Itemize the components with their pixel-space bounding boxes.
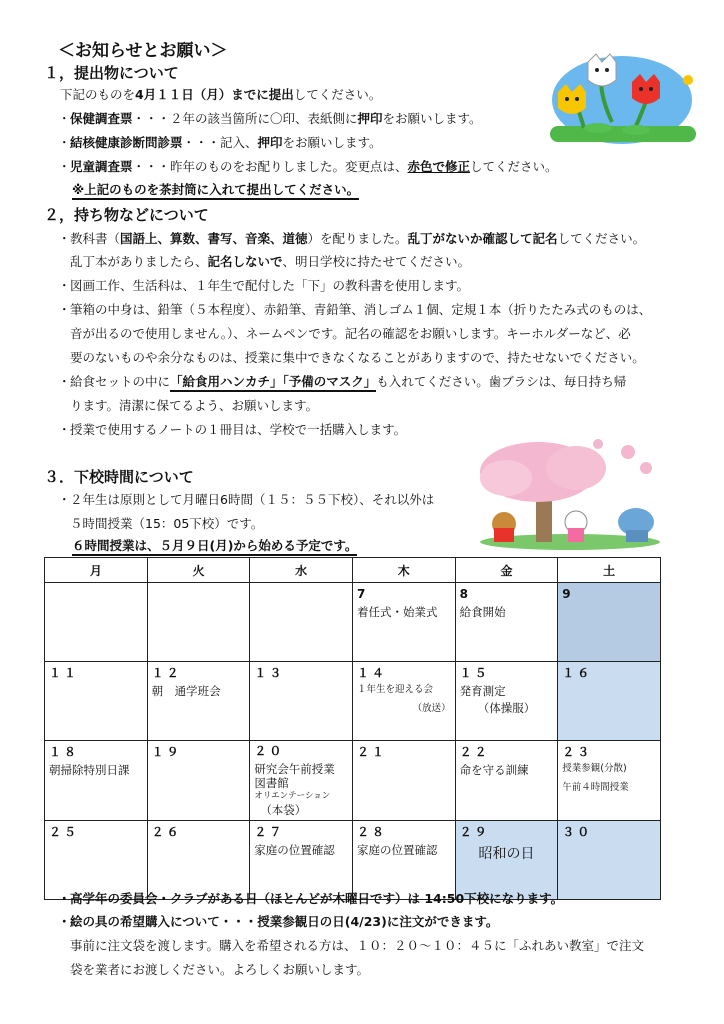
- day-event-note: （本袋）: [260, 803, 307, 817]
- day-event: 命を守る訓練: [459, 763, 529, 777]
- day-number: 7: [356, 587, 369, 601]
- calendar-day-cell: [147, 583, 250, 662]
- calendar-day-cell: [147, 662, 250, 741]
- day-number: １１: [49, 666, 80, 680]
- day-number: １６: [562, 666, 593, 680]
- calendar-day-cell: [455, 662, 558, 741]
- day-event: 家庭の位置確認: [356, 843, 438, 857]
- calendar-header-mon: 月: [45, 558, 148, 583]
- calendar-day-cell: [45, 583, 148, 662]
- section-1-item-child: ・児童調査票・・・昨年のものをお配りしました。変更点は、赤色で修正してください。: [58, 159, 558, 174]
- calendar-week-row: [45, 662, 661, 741]
- cherry-blossom-illustration: [478, 438, 668, 550]
- section-2-line-7: ・給食セットの中に「給食用ハンカチ」「予備のマスク」も入れてください。歯ブラシは、毎日持ち帰: [58, 374, 626, 390]
- day-event: 朝掃除特別日課: [49, 763, 130, 777]
- day-number: １４: [356, 666, 387, 680]
- calendar-week-row: [45, 583, 661, 662]
- day-number: 9: [562, 587, 574, 601]
- section-1-item-health: ・保健調査票・・・２年の該当箇所に〇印、表紙側に押印をお願いします。: [58, 111, 482, 126]
- footer-paint-detail-2: 袋を業者にお渡しください。よろしくお願いします。: [70, 962, 370, 977]
- day-number: １２: [151, 666, 182, 680]
- section-2-heading: ２，持ち物などについて: [44, 206, 209, 224]
- calendar-day-cell: [455, 741, 558, 821]
- calendar-week-row: [45, 821, 661, 900]
- day-number: ２１: [356, 745, 387, 759]
- day-event: 発育測定: [459, 684, 506, 698]
- section-2-line-5: 音が出るので使用しません。）、ネームペンです。記名の確認をお願いします。キーホルダーなど、必: [70, 326, 631, 341]
- section-3-line-1: ・２年生は原則として月曜日6時間（１５：５５下校）、それ以外は: [58, 492, 435, 507]
- day-number: ２８: [356, 825, 387, 839]
- calendar-header-fri: 金: [455, 558, 558, 583]
- day-number: １５: [459, 666, 490, 680]
- tulip-illustration: [540, 52, 700, 144]
- section-2-line-1: ・教科書（国語上、算数、書写、音楽、道徳）を配りました。乱丁がないか確認して記名してください。: [58, 231, 646, 246]
- day-event: オリエンテーション: [254, 791, 331, 801]
- calendar-week-row: [45, 741, 661, 821]
- day-number: ２５: [49, 825, 80, 839]
- day-event: 着任式・始業式: [356, 605, 438, 619]
- footer-paint-detail-1: 事前に注文袋を渡します。購入を希望される方は、１０：２０～１０：４５に「ふれあい教室」で注文: [70, 938, 645, 953]
- day-event: １年生を迎える会: [356, 684, 433, 695]
- section-2-line-8: ります。清潔に保てるよう、お願いします。: [70, 398, 319, 413]
- day-event: 午前４時間授業: [562, 782, 629, 793]
- day-event: 図書館: [254, 776, 289, 790]
- calendar-day-cell: [455, 583, 558, 662]
- calendar-day-cell: [45, 821, 148, 900]
- calendar-day-cell: [455, 821, 558, 900]
- calendar-day-cell: [352, 741, 455, 821]
- holiday-label: 昭和の日: [478, 846, 535, 862]
- calendar-header-row: [45, 558, 661, 583]
- calendar-day-cell: [352, 821, 455, 900]
- day-number: １８: [49, 745, 80, 759]
- day-number: ２６: [151, 825, 182, 839]
- section-2-line-4: ・筆箱の中身は、鉛筆（５本程度）、赤鉛筆、青鉛筆、消しゴム１個、定規１本（折りたたみ式のものは、: [58, 302, 652, 317]
- section-1-heading: １，提出物について: [44, 64, 179, 82]
- day-event: 家庭の位置確認: [254, 843, 335, 857]
- day-number: ３０: [562, 825, 593, 839]
- calendar-day-cell: [147, 821, 250, 900]
- day-event: 朝 通学班会: [151, 684, 221, 698]
- section-3-note: ６時間授業は、５月９日(月)から始める予定です。: [72, 538, 357, 554]
- section-1-item-tb: ・結核健康診断問診票・・・記入、押印をお願いします。: [58, 135, 382, 150]
- calendar-day-cell: [250, 583, 353, 662]
- calendar-header-sat: 土: [558, 558, 661, 583]
- section-2-line-3: ・図画工作、生活科は、１年生で配付した「下」の教科書を使用します。: [58, 278, 470, 293]
- calendar-header-wed: 水: [250, 558, 353, 583]
- section-1-note: ※上記のものを茶封筒に入れて提出してください。: [72, 182, 359, 198]
- day-number: １９: [151, 745, 182, 759]
- calendar-table: [44, 557, 661, 900]
- calendar-day-cell: [250, 821, 353, 900]
- calendar-day-cell: [45, 741, 148, 821]
- day-number: ２２: [459, 745, 490, 759]
- day-number: ２３: [562, 745, 593, 759]
- calendar-header-thu: 木: [352, 558, 455, 583]
- calendar-day-cell: [352, 583, 455, 662]
- day-number: ２９: [459, 825, 490, 839]
- section-2-line-2: 乱丁本がありましたら、記名しないで、明日学校に持たせてください。: [70, 254, 471, 269]
- section-1-intro: 下記のものを4月１１日（月）までに提出してください。: [60, 87, 382, 102]
- calendar-day-cell: [45, 662, 148, 741]
- day-number: １３: [254, 666, 285, 680]
- footer-committee-note: ・高学年の委員会・クラブがある日（ほとんどが木曜日です）は 14:50下校になります。: [58, 891, 564, 906]
- calendar-day-cell: [558, 741, 661, 821]
- footer-paint-note: ・絵の具の希望購入について・・・授業参観日の日(4/23)に注文ができます。: [58, 914, 499, 929]
- calendar-header-tue: 火: [147, 558, 250, 583]
- day-number: ２７: [254, 825, 285, 839]
- section-2-line-9: ・授業で使用するノートの１冊目は、学校で一括購入します。: [58, 422, 407, 437]
- calendar-day-cell: [558, 821, 661, 900]
- day-number: ２０: [254, 744, 285, 758]
- calendar-day-cell: [250, 741, 353, 821]
- day-event: 授業参観(分散): [562, 763, 627, 774]
- calendar-day-cell: [558, 662, 661, 741]
- calendar-day-cell: [250, 662, 353, 741]
- day-event: 給食開始: [459, 605, 506, 619]
- day-event: 研究会午前授業: [254, 762, 335, 776]
- calendar-day-cell: [147, 741, 250, 821]
- day-number: 8: [459, 587, 471, 601]
- section-2-line-6: 要のないものや余分なものは、授業に集中できなくなることがありますので、持たせないでください。: [70, 350, 645, 365]
- section-3-heading: ３．下校時間について: [44, 468, 194, 486]
- day-event-note: （放送）: [412, 703, 451, 714]
- day-event-note: （体操服）: [477, 701, 536, 715]
- calendar-day-cell: [558, 583, 661, 662]
- section-3-line-2: ５時間授業（15：05下校）です。: [70, 516, 264, 531]
- calendar-day-cell: [352, 662, 455, 741]
- page-title: ＜お知らせとお願い＞: [58, 41, 228, 61]
